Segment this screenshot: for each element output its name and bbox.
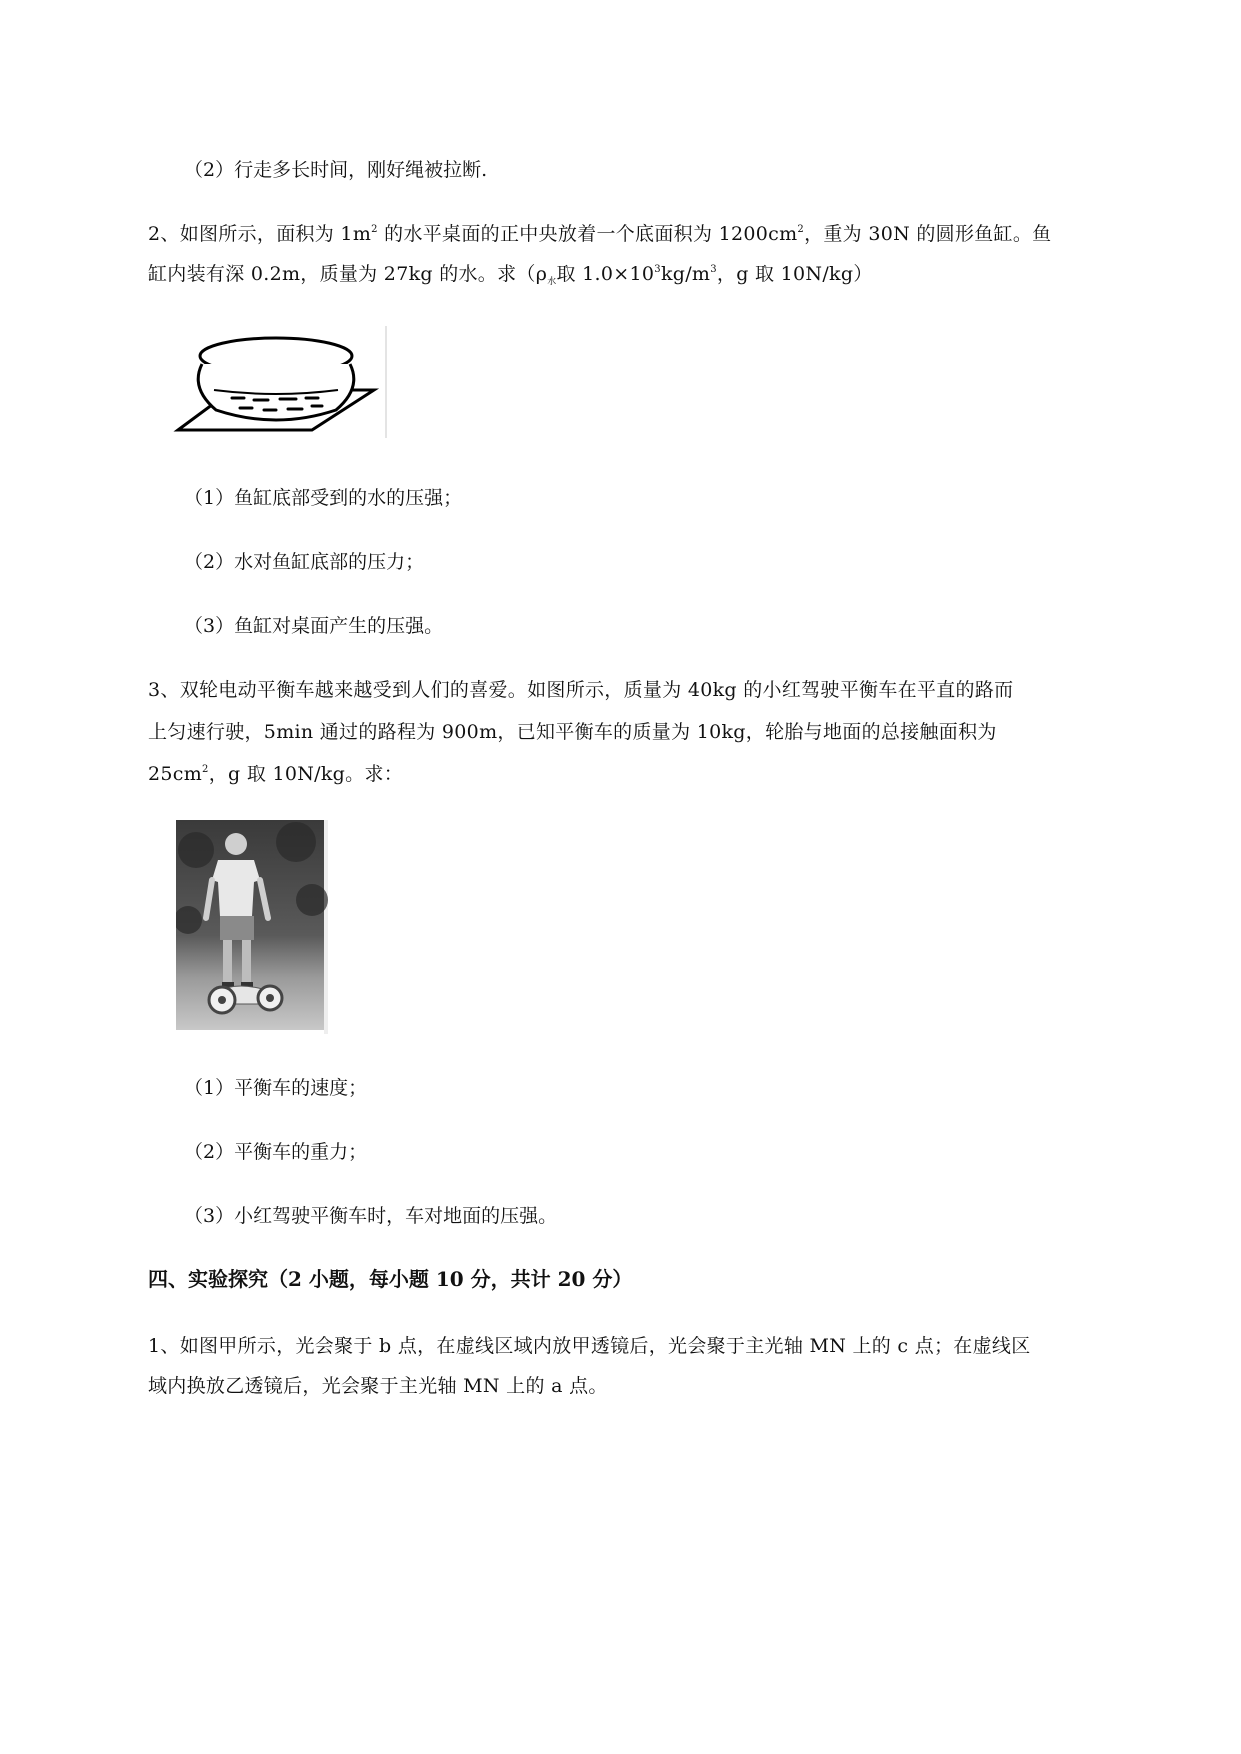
question-3-part-1: （1）平衡车的速度； — [184, 1077, 368, 1099]
question-3-part-3: （3）小红驾驶平衡车时，车对地面的压强。 — [184, 1205, 558, 1227]
question-3-line-2: 上匀速行驶，5min 通过的路程为 900m，已知平衡车的质量为 10kg，轮胎与地面的总接触面积为 — [148, 721, 997, 743]
balance-scooter-photo — [176, 820, 328, 1034]
section-4-question-1-line-1: 1、如图甲所示，光会聚于 b 点，在虚线区域内放甲透镜后，光会聚于主光轴 MN 上的 c 点；在虚线区 — [148, 1335, 1031, 1357]
question-3-line-3: $25cm^2$，g 取 10N/kg。求： — [148, 763, 404, 785]
question-1-part-2: （2）行走多长时间，刚好绳被拉断. — [184, 159, 488, 181]
question-2-part-2: （2）水对鱼缸底部的压力； — [184, 551, 425, 573]
question-2-line-1: 2、如图所示，面积为 $1m^2$ 的水平桌面的正中央放着一个底面积为 $1200cm^2$，重为 30N 的圆形鱼缸。鱼 — [148, 223, 1052, 245]
question-3-part-2: （2）平衡车的重力； — [184, 1141, 368, 1163]
question-2-line-2: 缸内装有深 0.2m，质量为 27kg 的水。求（$\rho_水$取 $1.0\times 10^3kg/m^3$，g 取 10N/kg） — [148, 263, 873, 287]
fish-tank-figure — [172, 326, 388, 438]
question-2-part-3: （3）鱼缸对桌面产生的压强。 — [184, 615, 444, 637]
section-4-question-1-line-2: 域内换放乙透镜后，光会聚于主光轴 MN 上的 a 点。 — [148, 1375, 608, 1397]
question-3-line-1: 3、双轮电动平衡车越来越受到人们的喜爱。如图所示，质量为 40kg 的小红驾驶平衡车在平直的路而 — [148, 679, 1014, 701]
question-2-part-1: （1）鱼缸底部受到的水的压强； — [184, 487, 463, 509]
section-4-heading: 四、实验探究（2 小题，每小题 10 分，共计 20 分） — [148, 1267, 633, 1291]
